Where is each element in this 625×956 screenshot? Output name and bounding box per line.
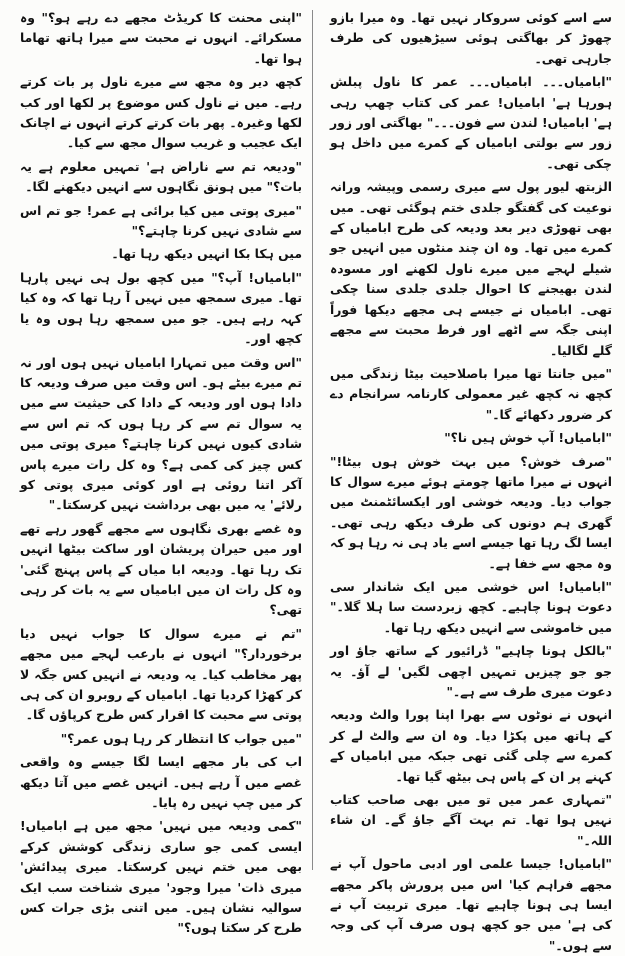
- paragraph: "میں جواب کا انتظار کر رہا ہوں عمر؟": [60, 730, 302, 746]
- paragraph: "تم نے میرے سوال کا جواب نہیں دیا برخوردار؟" انہوں نے بارعب لہجے میں مجھے پھر مخاطب کیا۔ یہ ودیعہ نے انہیں کس جگہ لا کر کھڑا کردیا تھا۔ ابامیاں کے روبرو ان کی ہی پوتی سے محبت کا اقرار کس طرح کرپاؤں گا۔: [20, 625, 302, 723]
- paragraph: "میں جانتا تھا میرا باصلاحیت بیٹا زندگی میں کچھ نہ کچھ غیر معمولی کارنامہ سرانجام دے کر ضرور دکھائے گا۔": [330, 365, 612, 422]
- paragraph: "ابامیاں! اس خوشی میں ایک شاندار سی دعوت ہونا چاہیے۔ کچھ زبردست سا ہلا گلا۔" میں خاموشی سے انہیں دیکھ رہا تھا۔: [330, 578, 612, 635]
- right-text-column: [330, 8, 612, 953]
- paragraph: الزبتھ لیور پول سے میری رسمی وپیشہ ورانہ نوعیت کی گفتگو جلدی ختم ہوگئی تھی۔ میں بھی تھوڑی دیر بعد ودیعہ کی طرح ابامیاں کے کمرے میں تھا۔ وہ ان چند منٹوں میں انہیں جو شیلے لہجے میں میرے ناول لکھنے اور مسودہ لندن بھیجنے کا احوال جلدی جلدی سنا چکی تھی۔ ابامیاں نے جیسے ہی مجھے دیکھا فوراً اپنی جگہ سے اٹھے اور فرط محبت سے مجھے گلے لگالیا۔: [330, 179, 612, 358]
- paragraph: "اپنی محنت کا کریڈٹ مجھے دے رہے ہو؟" وہ مسکرائے۔ انہوں نے محبت سے میرا ہاتھ تھاما ہوا تھا۔: [20, 10, 302, 66]
- paragraph: "اس وقت میں تمہارا ابامیاں نہیں ہوں اور نہ تم میرے بیٹے ہو۔ اس وقت میں صرف ودیعہ کا دادا ہوں اور ودیعہ کے دادا کی حیثیت سے میں یہ سوال تم سے کر رہا ہوں کہ تم اس سے شادی کیوں نہیں کرنا چاہتے؟ میری پوتی میں کس چیز کی کمی ہے؟ وہ کل رات میرے پاس آکر اتنا روئی ہے اور کوئی میری پوتی کو رلائے' یہ میں بھی برداشت نہیں کرسکتا۔": [20, 354, 302, 513]
- paragraph: "ابامیاں۔۔۔ ابامیاں۔۔۔ عمر کا ناول پبلش ہورہا ہے' ابامیاں! عمر کی کتاب چھپ رہی ہے' ابامیاں! لندن سے فون۔۔۔" بھاگتی اور زور زور سے بولتی ابامیاں کے کمرے میں داخل ہو چکی تھی۔: [330, 74, 612, 171]
- paragraph: "کمی ودیعہ میں نہیں' مجھ میں ہے ابامیاں! ایسی کمی جو ساری زندگی کوشش کرکے بھی میں ختم نہیں کرسکتا۔ میری پیدائش' میری ذات' میرا وجود' میری شناخت سب ایک سوالیہ نشان ہیں۔ میں اتنی بڑی جرات کس طرح کر سکتا ہوں؟": [20, 818, 302, 936]
- paragraph: انہوں نے نوٹوں سے بھرا اپنا پورا والٹ ودیعہ کے ہاتھ میں پکڑا دیا۔ وہ ان سے والٹ لے کر کمرے سے چلی گئی تھی جبکہ میں ابامیاں کے کہنے پر ان کے پاس ہی بیٹھ گیا تھا۔: [330, 707, 612, 784]
- paragraph: "صرف خوش؟ میں بہت خوش ہوں بیٹا!" انہوں نے میرا ماتھا چومتے ہوئے میرے سوال کا جواب دیا۔ ودیعہ خوشی اور ایکسائٹمنٹ میں گھری ہم دونوں کی طرف دیکھ رہی تھی۔ ایسا لگ رہا تھا جیسے اسے یاد ہی نہ رہا ہو کہ وہ مجھ سے خفا ہے۔: [330, 453, 612, 571]
- paragraph: "ابامیاں! آپ؟" میں کچھ بول ہی نہیں پارہا تھا۔ میری سمجھ میں نہیں آ رہا تھا کہ وہ کیا کہہ رہے ہیں۔ جو میں سمجھ رہا ہوں وہ یا کچھ اور۔: [20, 269, 302, 347]
- paragraph: وہ غصے بھری نگاہوں سے مجھے گھور رہے تھے اور میں حیران پریشان اور ساکت بیٹھا انہیں تک رہا تھا۔ ودیعہ ابا میاں کے پاس پہنچ گئی' وہ کل رات ان میں ابامیاں سے یہ بات کر رہی تھی؟: [20, 520, 302, 618]
- paragraph: اب کی بار مجھے ایسا لگا جیسے وہ واقعی غصے میں آ رہے ہیں۔ انہیں غصے میں آتا دیکھ کر میں چپ نہیں رہ پایا۔: [20, 754, 302, 811]
- paragraph: کچھ دیر وہ مجھ سے میرے ناول پر بات کرتے رہے۔ میں نے ناول کس موضوع پر لکھا اور کب لکھا وغیرہ۔ پھر بات کرتے کرتے انہوں نے اچانک ایک عجیب و غریب سوال مجھ سے کیا۔: [20, 74, 302, 151]
- paragraph: "ابامیاں! آپ خوش ہیں نا؟": [444, 430, 612, 446]
- paragraph: سے اسے کوئی سروکار نہیں تھا۔ وہ میرا بازو چھوڑ کر بھاگتی ہوئی سیڑھیوں کی طرف جارہی تھی۔: [330, 10, 612, 66]
- paragraph: "بالکل ہونا چاہیے" ڈرائیور کے ساتھ جاؤ اور جو جو چیزیں تمہیں اچھی لگیں' لے آؤ۔ یہ دعوت میری طرف سے ہے۔": [330, 643, 612, 699]
- column-divider: [312, 10, 313, 870]
- paragraph: "تمہاری عمر میں تو میں بھی صاحب کتاب نہیں ہوا تھا۔ تم بہت آگے جاؤ گے۔ ان شاء اللہ۔": [330, 792, 612, 848]
- paragraph: "میری پوتی میں کیا برائی ہے عمر! جو تم اس سے شادی نہیں کرنا چاہتے؟": [20, 202, 302, 239]
- paragraph: "ودیعہ تم سے ناراض ہے' تمہیں معلوم ہے یہ بات؟" میں ہونق نگاہوں سے انہیں دیکھنے لگا۔: [20, 158, 302, 195]
- paragraph: "ابامیاں! جیسا علمی اور ادبی ماحول آپ نے مجھے فراہم کیا' اس میں پرورش پاکر مجھے ایسا ہی ہونا چاہیے تھا۔ میری تربیت آپ نے کی ہے' میں جو کچھ ہوں صرف آپ کی وجہ سے ہوں۔": [330, 856, 612, 953]
- paragraph: میں ہکا بکا انہیں دیکھ رہا تھا۔: [111, 246, 302, 262]
- left-text-column: [20, 8, 302, 936]
